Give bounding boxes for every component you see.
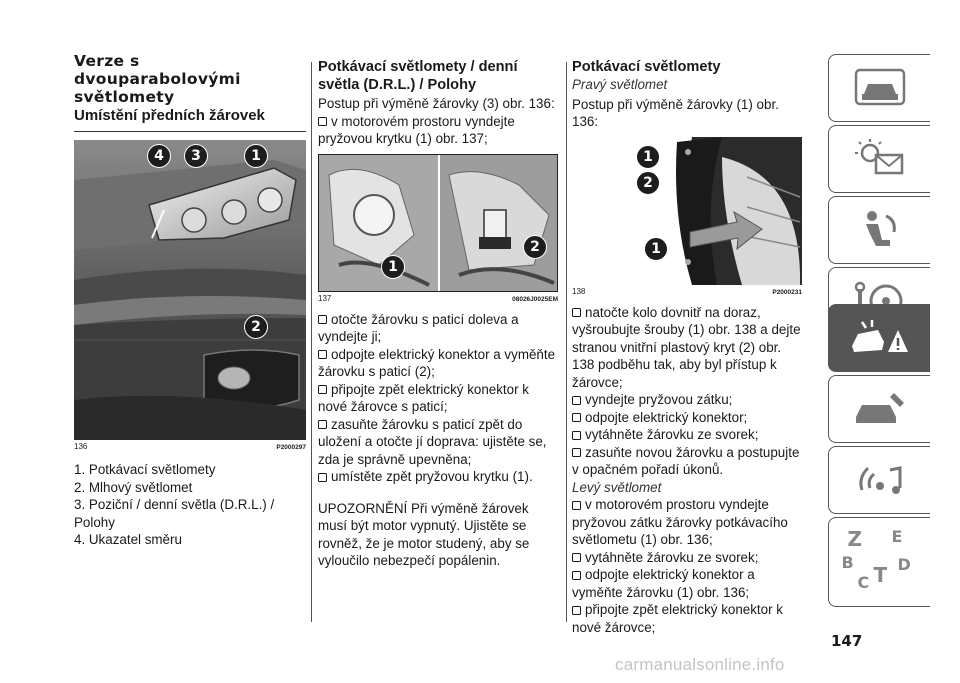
checkbox-bullet-icon — [318, 473, 327, 482]
checkbox-bullet-icon — [572, 413, 581, 422]
checkbox-bullet-icon — [572, 501, 581, 510]
callout-badge: 4 — [147, 144, 171, 168]
step-item: odpojte elektrický konektor a vyměňte žárovku s paticí (2); — [318, 346, 556, 379]
figure-caption — [318, 294, 558, 303]
checkbox-bullet-icon — [572, 553, 581, 562]
step-item: natočte kolo dovnitř na doraz, vyšroubujte šrouby (1) obr. 138 a dejte stranou vnitřní plastový kryt (2) obr. 138 podběhu tak, aby byl přístup k žárovce; — [572, 304, 801, 390]
engine-bay-illustration — [319, 155, 558, 292]
emergency-car-warning-icon — [848, 316, 912, 360]
sidebar-tab-emergency[interactable] — [828, 304, 930, 372]
checkbox-bullet-icon — [318, 385, 327, 394]
column-3 — [572, 58, 802, 636]
figure-number: 138 — [572, 286, 586, 296]
legend-item: 2. Mlhový světlomet — [74, 479, 193, 495]
checkbox-bullet-icon — [318, 350, 327, 359]
sidebar-tab-car-dashboard[interactable] — [828, 54, 930, 122]
figure-caption — [74, 442, 306, 451]
step-item: připojte zpět elektrický konektor k nové žárovce; — [572, 602, 783, 635]
step-item: zasuňte žárovku s paticí zpět do uložení a otočte jí doprava: ujistěte se, zda je správně upevněna; — [318, 416, 547, 467]
callout-badge: 1 — [644, 237, 668, 261]
step-item: v motorovém prostoru vyndejte pryžovou krytku (1) obr. 137; — [318, 113, 515, 146]
sidebar-tab-car-service[interactable] — [828, 375, 930, 443]
wheel-arch-illustration — [572, 137, 802, 285]
car-dashboard-icon — [850, 66, 910, 110]
figure-137-engine-bay-photo — [318, 154, 558, 292]
car-service-icon — [850, 387, 910, 431]
warning-lights-message-icon — [850, 137, 910, 181]
figure-136-headlamp-photo — [74, 140, 306, 440]
sidebar-tab-seat-airbag[interactable] — [828, 196, 930, 264]
section-title: Potkávací světlomety / denní světla (D.R.L.) / Polohy — [318, 59, 518, 93]
sidebar-tab-multimedia[interactable] — [828, 446, 930, 514]
figure-number: 137 — [318, 293, 332, 303]
callout-badge: 1 — [381, 255, 405, 279]
callout-badge: 3 — [184, 144, 208, 168]
step-item: zasuňte novou žárovku a postupujte v opačném pořadí úkonů. — [572, 444, 800, 477]
checkbox-bullet-icon — [318, 420, 327, 429]
checkbox-bullet-icon — [572, 396, 581, 405]
sidebar-tab-index[interactable] — [828, 517, 930, 607]
step-item: otočte žárovku s paticí doleva a vyndejte ji; — [318, 311, 519, 344]
step-item: v motorovém prostoru vyndejte pryžovou zátku žárovky potkávacího světlometu (1) obr. 136; — [572, 497, 788, 547]
step-item: vytáhněte žárovku ze svorek; — [572, 426, 802, 444]
divider — [74, 131, 306, 132]
figure-code: 08026J0025EM — [512, 295, 558, 303]
figure-code: P2000231 — [772, 288, 802, 296]
sidebar-tab-warning-lights[interactable] — [828, 125, 930, 193]
callout-badge: 1 — [636, 145, 660, 169]
step-item: odpojte elektrický konektor a vyměňte žárovku (1) obr. 136; — [572, 567, 755, 600]
callout-badge: 2 — [636, 171, 660, 195]
multimedia-icon — [850, 458, 910, 502]
legend-item: 3. Poziční / denní světla (D.R.L.) / Polohy — [74, 497, 275, 530]
step-item: vyndejte pryžovou zátku; — [572, 391, 802, 409]
callout-badge: 2 — [523, 235, 547, 259]
column-2 — [318, 58, 558, 570]
step-item: odpojte elektrický konektor; — [572, 409, 802, 427]
callout-badge: 1 — [244, 144, 268, 168]
legend-list — [74, 461, 306, 549]
figure-138-wheel-arch-photo — [572, 137, 802, 285]
callout-badge: 2 — [244, 315, 268, 339]
figure-caption — [572, 287, 802, 296]
step-list — [318, 311, 558, 486]
seat-airbag-icon — [850, 208, 910, 252]
column-1 — [74, 52, 306, 549]
warning-text: UPOZORNĚNÍ Při výměně žárovek musí být motor vypnutý. Ujistěte se rovněž, že je motor studený, aby se vyloučilo nebezpečí popálenin. — [318, 500, 530, 568]
checkbox-bullet-icon — [572, 431, 581, 440]
right-step-list — [572, 304, 802, 479]
section-title: Verze s dvouparabolovými světlomety — [74, 52, 241, 106]
index-letters-icon: Z E B T C D — [841, 527, 911, 592]
right-headlamp-label: Pravý světlomet — [572, 77, 668, 92]
page-number: 147 — [831, 632, 863, 650]
checkbox-bullet-icon — [318, 117, 327, 126]
left-headlamp-label: Levý světlomet — [572, 479, 662, 495]
intro-text: Postup při výměně žárovky (1) obr. 136: — [572, 96, 779, 129]
legend-item: 4. Ukazatel směru — [74, 532, 182, 547]
checkbox-bullet-icon — [572, 308, 581, 317]
headlamp-photo-illustration — [74, 140, 306, 440]
step-item: vytáhněte žárovku ze svorek; — [572, 549, 802, 567]
column-separator — [311, 62, 312, 622]
step-item: připojte zpět elektrický konektor k nové žárovce s paticí; — [318, 381, 529, 414]
section-title: Potkávací světlomety — [572, 59, 721, 75]
left-step-list — [572, 496, 802, 636]
checkbox-bullet-icon — [318, 315, 327, 324]
intro-text: Postup při výměně žárovky (3) obr. 136: — [318, 96, 555, 111]
column-separator — [566, 62, 567, 622]
legend-item: 1. Potkávací světlomety — [74, 462, 216, 477]
checkbox-bullet-icon — [572, 606, 581, 615]
figure-code: P2000297 — [276, 444, 306, 451]
checkbox-bullet-icon — [572, 448, 581, 457]
step-item: umístěte zpět pryžovou krytku (1). — [318, 468, 558, 486]
watermark: carmanualsonline.info — [615, 655, 785, 674]
section-subtitle: Umístění předních žárovek — [74, 107, 265, 124]
checkbox-bullet-icon — [572, 571, 581, 580]
figure-number: 136 — [74, 442, 88, 451]
